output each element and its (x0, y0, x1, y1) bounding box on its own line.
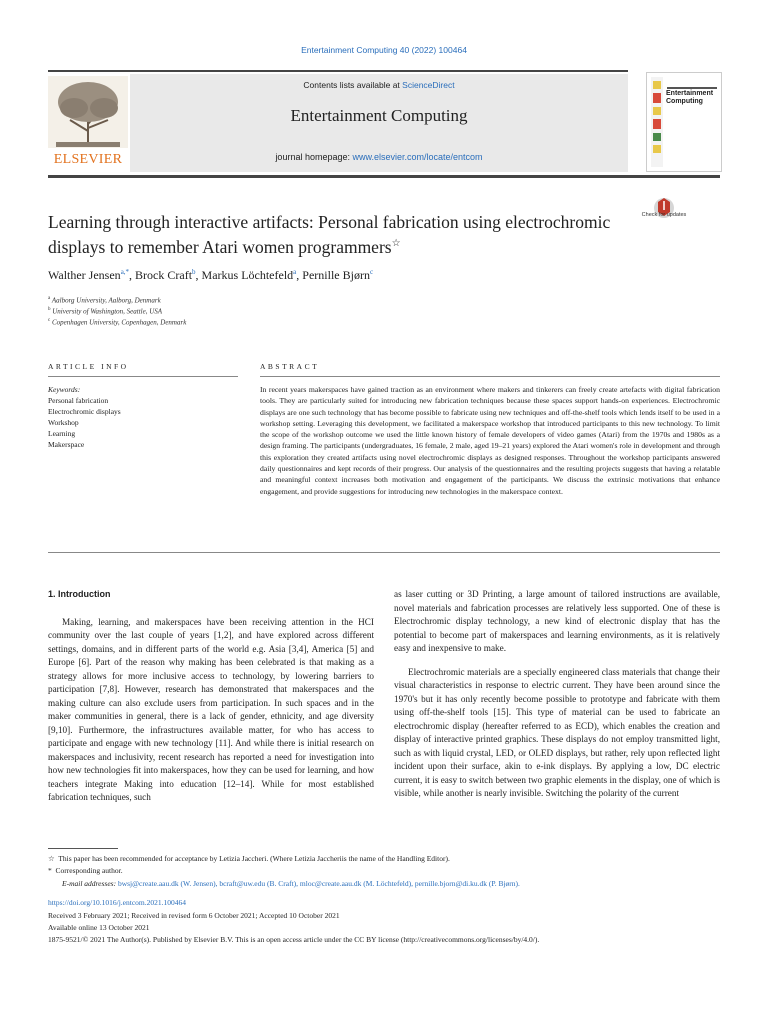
footnote-text: This paper has been recommended for acceptance by Letizia Jaccheri. (Where Letizia Jaccheriis the name of the Handling Editor). (58, 854, 450, 863)
affiliation-mark: a (48, 296, 51, 301)
footnote-text: Corresponding author. (55, 866, 123, 875)
cover-art (647, 73, 721, 171)
doi-link[interactable]: https://doi.org/10.1016/j.entcom.2021.100464 (48, 898, 186, 907)
affiliation-text: Aalborg University, Aalborg, Denmark (51, 296, 161, 305)
affiliation-text: University of Washington, Seattle, USA (52, 307, 163, 316)
keyword: Personal fabrication (48, 396, 109, 405)
affiliation-mark: b (48, 307, 51, 312)
doi-link-line (48, 898, 720, 907)
abstract-bottom-rule (48, 552, 720, 553)
sciencedirect-link[interactable]: ScienceDirect (402, 80, 455, 90)
footnote-corresponding: * Corresponding author. (48, 866, 123, 875)
body-left-column (48, 588, 374, 815)
footnote-emails (62, 879, 720, 888)
footnote-star: ☆ This paper has been recommended for acceptance by Letizia Jaccheri. (Where Letizia Jaccheriis the name of the Handling Editor). (48, 854, 450, 863)
elsevier-wordmark: ELSEVIER (53, 152, 123, 167)
contents-available-line (130, 80, 628, 90)
keywords-block (48, 384, 238, 450)
affiliation-text: Copenhagen University, Copenhagen, Denmark (51, 318, 187, 327)
keywords-label: Keywords: (48, 385, 81, 394)
author-affiliation-mark[interactable]: a,* (120, 268, 130, 276)
introduction-heading: 1. Introduction (48, 589, 111, 599)
affiliation (48, 318, 448, 326)
author-affiliation-mark[interactable]: c (369, 268, 374, 276)
article-info-rule (48, 376, 238, 377)
header-top-rule (48, 70, 628, 72)
footnote-rule (48, 848, 118, 849)
received-dates: Received 3 February 2021; Received in revised form 6 October 2021; Accepted 10 October 2021 (48, 911, 340, 920)
keyword: Learning (48, 429, 76, 438)
contents-prefix: Contents lists available at (303, 80, 403, 90)
email-list[interactable]: bwsj@create.aau.dk (W. Jensen), bcraft@uw.edu (B. Craft), mloc@create.aau.dk (M. Löchtefeld), pernille.bjorn@di.ku.dk (P. Bjørn). (117, 879, 520, 888)
author-list: Walther Jensen$^{a,*}$, Brock Craft$^b$, Markus Löchtefeld$^a$, Pernille Bjørn$^c$ (48, 268, 374, 282)
author-affiliation-mark[interactable]: a (293, 268, 297, 276)
author-affiliation-mark[interactable]: b (192, 268, 196, 276)
article-title (48, 211, 628, 258)
keyword: Makerspace (48, 440, 85, 449)
article-info-heading: ARTICLE INFO (48, 362, 129, 371)
header-bottom-rule (48, 175, 720, 178)
journal-cover-thumbnail[interactable] (646, 72, 722, 172)
body-paragraph: Electrochromic materials are a specially engineered class materials that change their visual characteristics in response to electric current. They have been around since the 1970's but it has only recently become possible to prototype and fabricate with them using off-the-shelf tools [15]. This type of material can be used to fabricate an electrochromic display (hereafter referred to as ECD), which enables the creation and display of interactive printed graphics. These displays do not employ transmitted light, such as with liquid crystal, LED, or OLED displays, but rather, rely upon reflected light incident upon their surface, akin to e-ink displays. By applying a low, DC electric current, it is easy to switch between two graphic elements in the display, one of which is visible, while another is nearly invisible. Switching the polarity of the current (394, 666, 720, 798)
body-paragraph: as laser cutting or 3D Printing, a large amount of tailored instructions are available, novel materials and fabrication processes are relatively less supported. One of these is Electrochromic display technology, a new kind of electronic display that has the potential to become part of makerspaces and learning environments, as it is relatively easy and inexpensive to make. (394, 589, 720, 653)
abstract-heading: ABSTRACT (260, 362, 320, 371)
cover-journal-title: Entertainment Computing (666, 90, 714, 105)
author-name: Pernille Bjørn (302, 268, 370, 282)
author-name: Markus Löchtefeld (201, 268, 294, 282)
journal-name: Entertainment Computing (290, 106, 468, 125)
homepage-link[interactable]: www.elsevier.com/locate/entcom (352, 152, 483, 162)
journal-homepage-line (130, 152, 628, 162)
available-online: Available online 13 October 2021 (48, 923, 150, 932)
body-paragraph: Making, learning, and makerspaces have been receiving attention in the HCI community over the last couple of years [1,2], and have explored across different settings, domains, and in different parts of the world e.g. Asia [3,4], America [5] and Europe [6]. Part of the reason why making has been celebrated is that making as a strategy allows for more inclusive access to technology, by lowering barriers to participation [7,8]. However, research has demonstrated that makerspaces and the making culture can also exclude users from participation. In such spaces and in the maker communities in general, there is a lack of gender, ethnicity, and age diversity [9,10]. Furthermore, the infrastructures available matter, for who has access to participate and engage with new technology [11]. And while there is initial research on makerspaces and inclusivity, recent research has reported a need for investigation into how new technologies fit into makerspaces, how they can be used for learning, and how teachers integrate Making into education [12–14]. While for most established fabrication techniques, such (48, 616, 374, 802)
title-footnote-mark[interactable]: ☆ (391, 238, 401, 249)
email-label: E-mail addresses: (62, 879, 117, 888)
author-name: Walther Jensen (48, 268, 121, 282)
affiliation-mark: c (48, 318, 51, 323)
author-name: Brock Craft (135, 268, 193, 282)
abstract-text: In recent years makerspaces have gained traction as an environment where makers and tinkerers can freely create artefacts with digital fabrication tools. They are particularly suited for introducing new fabrication techniques because these spaces support hands-on experiences. Electrochromic displays are one such technology that has become possible to fabricate using new techniques and off-the-shelf tools which lends itself to be used in a workshop setting. Leveraging this development, we facilitated a makerspace workshop that introduced participants to this new technology. To limit the scope of the workshop outcome we used the little known history of female developers of video games (Atari) from the 1970s and 1980s as a design framing. The participants (undergraduates, 16 female, 2 male, aged 19–21 years) explored the Atari women's role in development and through this exploration they created artifacts using novel electrochromic displays as designed responses. Throughout the workshop participants answered daily questionnaires and kept records of their progress. Our analysis of the questionnaires and the resulting projects suggests that having a relatable and meaningful context increases both motivation and engagement of the participants. We discuss the extrinsic motivations that enhance engagement, and provide suggestions for introducing new technologies in the makerspace context. (260, 385, 720, 496)
body-right-column (394, 588, 720, 811)
abstract-top-rule (260, 376, 720, 377)
affiliation (48, 296, 448, 304)
homepage-label: journal homepage: (275, 152, 353, 162)
affiliation (48, 307, 448, 315)
article-title-text: Learning through interactive artifacts: Personal fabrication using electrochromic displays to remember Atari women programmers (48, 212, 611, 257)
license-line: 1875-9521/© 2021 The Author(s). Published by Elsevier B.V. This is an open access article under the CC BY license (http://creativecommons.org/licenses/by/4.0/). (48, 935, 540, 944)
journal-citation-link[interactable]: Entertainment Computing 40 (2022) 100464 (301, 45, 467, 55)
check-for-updates-label[interactable]: Check for updates (641, 212, 687, 218)
keyword: Workshop (48, 418, 79, 427)
keyword: Electrochromic displays (48, 407, 121, 416)
